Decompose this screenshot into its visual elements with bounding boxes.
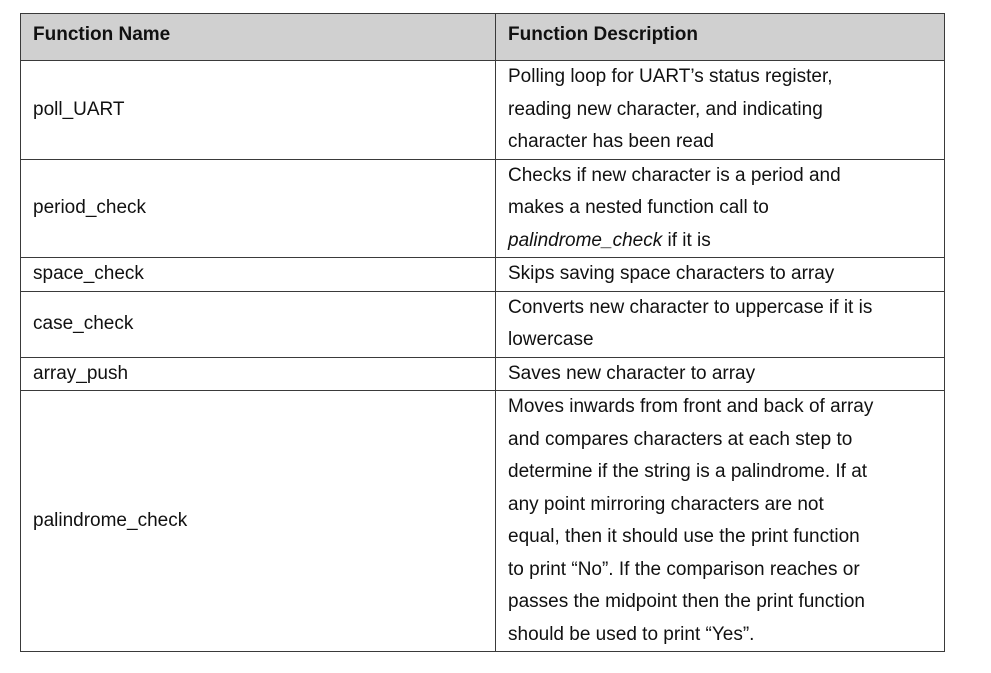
description-tail: if it is [662,229,711,251]
function-description-cell [496,61,945,160]
description-line: Moves inwards from front and back of array [508,396,874,417]
function-name-cell: case_check [21,291,496,357]
table-row [21,61,945,160]
description-line: passes the midpoint then the print function [508,591,866,612]
description-line: Saves new character to array [508,362,756,384]
header-row [21,14,945,61]
function-description-cell [496,357,945,391]
description-line: lowercase [508,329,594,350]
function-description-cell [496,291,945,357]
description-line: character has been read [508,131,714,152]
table-row [21,258,945,292]
description-line: Polling loop for UART’s status register, [508,66,833,87]
description-line: and compares characters at each step to [508,428,853,450]
description-line: Skips saving space characters to array [508,263,835,284]
table-row [21,391,945,652]
description-line: to print “No”. If the comparison reaches or [508,558,860,580]
table-row [21,291,945,357]
table-row [21,357,945,391]
header-function-description: Function Description [496,14,945,61]
function-name-cell: array_push [21,357,496,391]
description-line: equal, then it should use the print function [508,526,860,547]
function-name-cell: period_check [21,159,496,258]
function-name-cell: poll_UART [21,61,496,160]
description-line: makes a nested function call to [508,197,769,218]
function-description-cell [496,258,945,292]
description-line: determine if the string is a palindrome. If at [508,461,868,482]
function-name-cell: palindrome_check [21,391,496,652]
table-row [21,159,945,258]
description-line: Checks if new character is a period and [508,164,841,186]
description-line: any point mirroring characters are not [508,493,824,515]
description-line: should be used to print “Yes”. [508,623,755,645]
function-description-cell [496,391,945,652]
function-name-cell: space_check [21,258,496,292]
description-line: Converts new character to uppercase if it is [508,296,873,318]
description-italic-function-ref: palindrome_check [508,229,663,251]
description-line: reading new character, and indicating [508,98,823,120]
function-table [20,13,945,652]
header-function-name: Function Name [21,14,496,61]
function-description-cell [496,159,945,258]
